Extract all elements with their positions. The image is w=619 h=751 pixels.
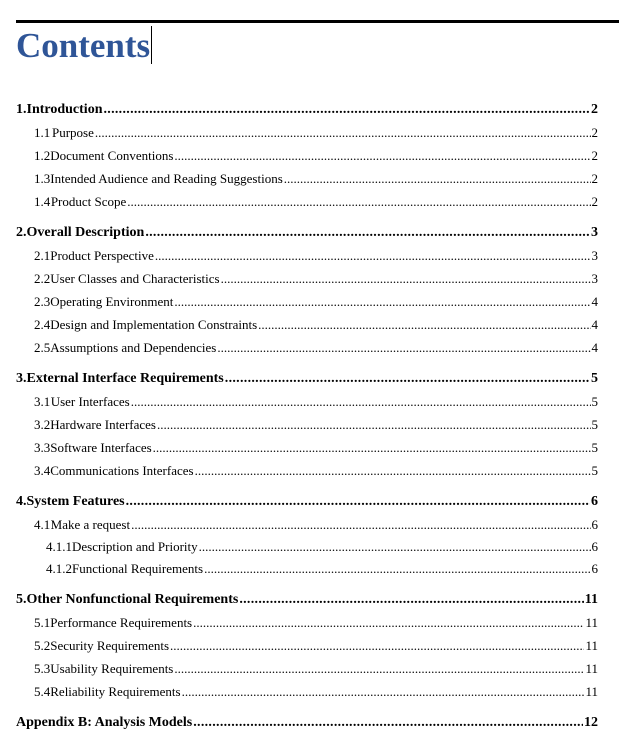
toc-entry-number: 2.5 — [34, 340, 51, 355]
toc-entry-title: Document Conventions — [50, 148, 174, 163]
toc-dot-leader — [153, 436, 591, 459]
toc-entry-title: External Interface Requirements — [26, 371, 224, 386]
toc-entry-number: 4.1.2 — [46, 561, 72, 576]
toc-subsection-entry[interactable] — [16, 611, 598, 634]
toc-entry-page-number: 3 — [591, 248, 598, 263]
toc-entry-title: Description and Priority — [72, 539, 198, 554]
toc-dot-leader — [225, 367, 590, 390]
toc-entry-number: 1. — [16, 102, 27, 117]
toc-dot-leader — [174, 144, 590, 167]
toc-dot-leader — [182, 680, 585, 703]
toc-subsection-entry[interactable] — [16, 290, 598, 313]
table-of-contents — [16, 98, 598, 734]
toc-entry-number: 2.2 — [34, 271, 51, 286]
toc-subsection-entry[interactable] — [16, 513, 598, 536]
toc-dot-leader — [174, 657, 584, 680]
toc-entry-title: Operating Environment — [50, 294, 174, 309]
toc-entry-page-number: 5 — [591, 440, 598, 455]
toc-entry-title: Security Requirements — [50, 638, 170, 653]
toc-dot-leader — [145, 221, 590, 244]
toc-entry-page-number: 5 — [591, 371, 598, 386]
toc-entry-page-number: 5 — [591, 417, 598, 432]
toc-entry-page-number: 6 — [591, 517, 598, 532]
toc-section-entry[interactable] — [16, 367, 598, 390]
toc-entry-page-number: 11 — [585, 661, 598, 676]
toc-subsection-entry[interactable] — [16, 244, 598, 267]
toc-section-entry[interactable] — [16, 221, 598, 244]
toc-entry-title: Communications Interfaces — [50, 463, 194, 478]
page-title-text: Contents — [16, 26, 151, 65]
toc-entry-title: User Interfaces — [50, 394, 130, 409]
page-title — [16, 24, 152, 68]
toc-entry-page-number: 2 — [591, 194, 598, 209]
toc-dot-leader — [217, 336, 590, 359]
toc-entry-page-number: 6 — [591, 494, 598, 509]
toc-entry-number: 5. — [16, 592, 27, 607]
toc-dot-leader — [204, 558, 590, 580]
toc-entry-title: Other Nonfunctional Requirements — [26, 592, 239, 607]
toc-entry-page-number: 11 — [585, 615, 598, 630]
toc-entry-number: 4. — [16, 494, 27, 509]
toc-entry-page-number: 6 — [591, 561, 598, 576]
toc-entry-page-number: 2 — [591, 125, 598, 140]
toc-entry-title: Reliability Requirements — [50, 684, 181, 699]
toc-entry-title: System Features — [26, 494, 125, 509]
toc-entry-number: 3.3 — [34, 440, 51, 455]
toc-dot-leader — [155, 244, 591, 267]
toc-entry-title: Overall Description — [26, 225, 145, 240]
toc-dot-leader — [239, 588, 583, 611]
text-cursor — [151, 26, 152, 64]
toc-entry-number: 5.4 — [34, 684, 51, 699]
toc-entry-title: Product Scope — [50, 194, 127, 209]
toc-entry-page-number: 11 — [585, 684, 598, 699]
toc-entry-number: 3.1 — [34, 394, 51, 409]
toc-subsubsection-entry[interactable] — [16, 536, 598, 558]
toc-section-entry[interactable] — [16, 588, 598, 611]
toc-dot-leader — [193, 611, 584, 634]
toc-entry-number: 5.1 — [34, 615, 51, 630]
toc-section-entry[interactable] — [16, 490, 598, 513]
toc-dot-leader — [199, 536, 591, 558]
toc-entry-title: Product Perspective — [50, 248, 154, 263]
toc-subsection-entry[interactable] — [16, 413, 598, 436]
toc-entry-number: 2.1 — [34, 248, 51, 263]
toc-dot-leader — [157, 413, 591, 436]
toc-entry-page-number: 6 — [591, 539, 598, 554]
toc-subsection-entry[interactable] — [16, 657, 598, 680]
toc-entry-title: User Classes and Characteristics — [50, 271, 220, 286]
toc-section-entry[interactable] — [16, 711, 598, 734]
toc-entry-number: 3.4 — [34, 463, 51, 478]
toc-entry-number: 5.2 — [34, 638, 51, 653]
toc-dot-leader — [258, 313, 590, 336]
toc-subsection-entry[interactable] — [16, 121, 598, 144]
toc-dot-leader — [174, 290, 590, 313]
top-rule — [16, 20, 619, 23]
toc-entry-page-number: 2 — [591, 148, 598, 163]
toc-entry-title: Performance Requirements — [50, 615, 193, 630]
toc-entry-title: Intended Audience and Reading Suggestions — [50, 171, 283, 186]
toc-entry-number: 1.4 — [34, 194, 51, 209]
toc-subsection-entry[interactable] — [16, 313, 598, 336]
toc-entry-number: 2.4 — [34, 317, 51, 332]
toc-entry-title: Purpose — [51, 125, 94, 140]
toc-entry-number: 5.3 — [34, 661, 51, 676]
toc-dot-leader — [103, 98, 590, 121]
toc-entry-title: Software Interfaces — [50, 440, 152, 455]
toc-entry-title: Design and Implementation Constraints — [50, 317, 258, 332]
toc-entry-title: Hardware Interfaces — [50, 417, 156, 432]
toc-entry-page-number: 11 — [584, 592, 598, 607]
toc-section-entry[interactable] — [16, 98, 598, 121]
toc-entry-page-number: 4 — [591, 317, 598, 332]
toc-subsection-entry[interactable] — [16, 336, 598, 359]
toc-subsection-entry[interactable] — [16, 190, 598, 213]
toc-entry-number: 3. — [16, 371, 27, 386]
toc-entry-page-number: 4 — [591, 294, 598, 309]
toc-dot-leader — [193, 711, 583, 734]
toc-entry-page-number: 2 — [591, 171, 598, 186]
toc-entry-number: 1.3 — [34, 171, 51, 186]
toc-subsection-entry[interactable] — [16, 167, 598, 190]
toc-dot-leader — [126, 490, 590, 513]
toc-subsection-entry[interactable] — [16, 634, 598, 657]
toc-entry-page-number: 12 — [584, 715, 598, 730]
toc-entry-title: Functional Requirements — [72, 561, 204, 576]
toc-dot-leader — [131, 390, 591, 413]
toc-entry-page-number: 2 — [591, 102, 598, 117]
toc-entry-title: Make a request — [50, 517, 131, 532]
toc-dot-leader — [127, 190, 590, 213]
toc-entry-page-number: 5 — [591, 463, 598, 478]
toc-subsection-entry[interactable] — [16, 267, 598, 290]
toc-entry-title: Assumptions and Dependencies — [50, 340, 217, 355]
toc-entry-title: Appendix B: Analysis Models — [16, 715, 193, 730]
toc-entry-number: 4.1 — [34, 517, 51, 532]
toc-entry-page-number: 5 — [591, 394, 598, 409]
toc-entry-page-number: 4 — [591, 340, 598, 355]
toc-entry-number: 2.3 — [34, 294, 51, 309]
toc-subsection-entry[interactable] — [16, 459, 598, 482]
toc-dot-leader — [170, 634, 584, 657]
toc-subsection-entry[interactable] — [16, 390, 598, 413]
toc-subsection-entry[interactable] — [16, 144, 598, 167]
toc-subsection-entry[interactable] — [16, 680, 598, 703]
toc-entry-page-number: 3 — [591, 271, 598, 286]
toc-entry-title: Usability Requirements — [50, 661, 174, 676]
toc-dot-leader — [284, 167, 591, 190]
toc-dot-leader — [95, 121, 591, 144]
toc-entry-page-number: 11 — [585, 638, 598, 653]
toc-entry-number: 3.2 — [34, 417, 51, 432]
toc-dot-leader — [195, 459, 591, 482]
toc-entry-number: 1.2 — [34, 148, 51, 163]
toc-dot-leader — [221, 267, 591, 290]
toc-entry-number: 1.1 — [34, 125, 51, 140]
toc-entry-number: 4.1.1 — [46, 539, 72, 554]
toc-subsubsection-entry[interactable] — [16, 558, 598, 580]
toc-entry-page-number: 3 — [591, 225, 598, 240]
toc-entry-title: Introduction — [26, 102, 103, 117]
toc-dot-leader — [131, 513, 590, 536]
toc-entry-number: 2. — [16, 225, 27, 240]
toc-subsection-entry[interactable] — [16, 436, 598, 459]
